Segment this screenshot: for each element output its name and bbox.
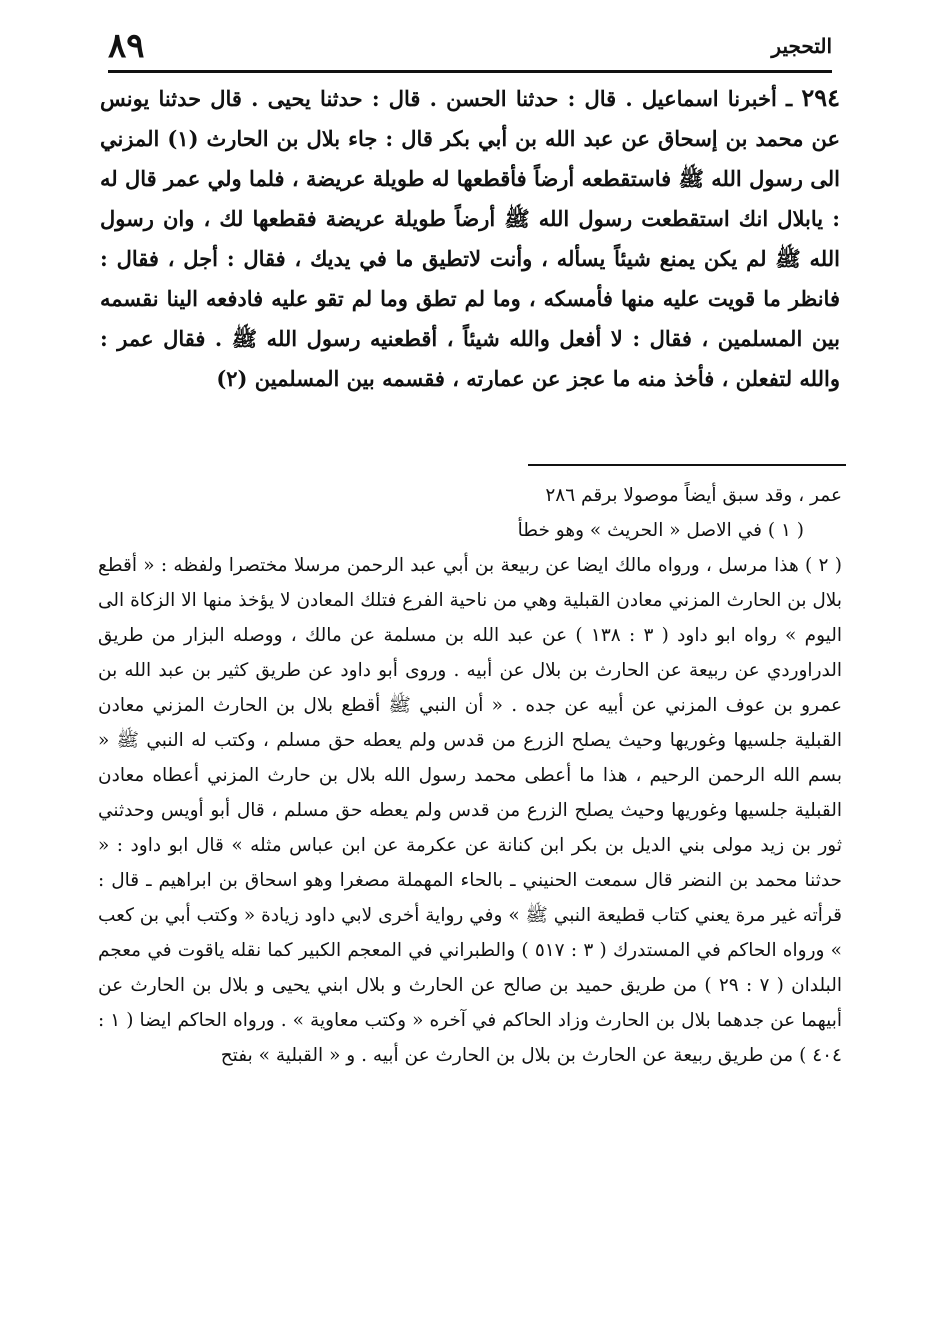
hadith-text: أخبرنا اسماعيل . قال : حدثنا الحسن . قال : حدثنا يحيى . قال حدثنا يونس عن محمد بن إسحاق عن عبد الله بن أبي بكر قال : جاء بلال بن الحارث (١) المزني الى رسول الله ﷺ فاستقطعه أرضاً فأقطعها له طويلة عريضة ، فلما ولي عمر قال له : يابلال انك استقطعت رسول الله ﷺ أرضاً طويلة عريضة فقطعها لك ، وان رسول الله ﷺ لم يكن يمنع شيئاً يسأله ، وأنت لاتطيق ما في يديك ، فقال : أجل ، فقال : فانظر ما قويت عليه منها فأمسكه ، وما لم تطق وما لم تقو عليه فادفعه الينا نقسمه بين المسلمين ، فقال : لا أفعل والله شيئاً ، أقطعنيه رسول الله ﷺ . فقال عمر : والله لتفعلن ، فأخذ منه ما عجز عن عمارته ، فقسمه بين المسلمين (٢): [100, 86, 841, 391]
running-title: التحجير: [771, 34, 832, 58]
footnotes-block: [98, 478, 842, 1073]
hadith-paragraph: ٢٩٤ ـ أخبرنا اسماعيل . قال : حدثنا الحسن . قال : حدثنا يحيى . قال حدثنا يونس عن محمد بن إسحاق عن عبد الله بن أبي بكر قال : جاء بلال بن الحارث (١) المزني الى رسول الله ﷺ فاستقطعه أرضاً فأقطعها له طويلة عريضة ، فلما ولي عمر قال له : يابلال انك استقطعت رسول الله ﷺ أرضاً طويلة عريضة فقطعها لك ، وان رسول الله ﷺ لم يكن يمنع شيئاً يسأله ، وأنت لاتطيق ما في يديك ، فقال : أجل ، فقال : فانظر ما قويت عليه منها فأمسكه ، وما لم تطق وما لم تقو عليه فادفعه الينا نقسمه بين المسلمين ، فقال : لا أفعل والله شيئاً ، أقطعنيه رسول الله ﷺ . فقال عمر : والله لتفعلن ، فأخذ منه ما عجز عن عمارته ، فقسمه بين المسلمين (٢): [100, 83, 841, 391]
hadith-number: ٢٩٤: [801, 83, 840, 112]
footnote-continued: عمر ، وقد سبق أيضاً موصولا برقم ٢٨٦: [545, 485, 842, 506]
page-header: [108, 26, 832, 66]
header-rule: [108, 70, 832, 73]
page-number: ٨٩: [108, 26, 145, 66]
footnote-1: ( ١ ) في الاصل « الحريث » وهو خطأ: [517, 520, 804, 541]
hadith-block: [100, 78, 840, 399]
footnote-separator: [528, 464, 846, 466]
footnote-2: ( ٢ ) هذا مرسل ، ورواه مالك ايضا عن ربيعة بن أبي عبد الرحمن مرسلا مختصرا ولفظه : « أقطع بلال بن الحارث المزني معادن القبلية وهي من ناحية الفرع فتلك المعادن لا يؤخذ منها الا الزكاة الى اليوم » رواه ابو داود ( ٣ : ١٣٨ ) عن عبد الله بن مسلمة عن مالك ، ووصله البزار من طريق الدراوردي عن ربيعة عن الحارث بن بلال عن أبيه . وروى أبو داود عن طريق كثير بن عبد الله بن عمرو بن عوف المزني عن أبيه عن جده . « أن النبي ﷺ أقطع بلال بن الحارث المزني معادن القبلية جلسيها وغوريها وحيث يصلح الزرع من قدس ولم يعطه حق مسلم ، وكتب له النبي ﷺ « بسم الله الرحمن الرحيم ، هذا ما أعطى محمد رسول الله بلال بن حارث المزني أعطاه معادن القبلية جلسيها وغوريها وحيث يصلح الزرع من قدس ولم يعطه حق مسلم ، قال أبو أويس وحدثني ثور بن زيد مولى بني الديل بن بكر ابن كنانة عن عكرمة عن ابن عباس مثله » قال ابو داود : « حدثنا محمد بن النضر قال سمعت الحنيني ـ بالحاء المهملة مصغرا وهو اسحاق بن ابراهيم ـ قال : قرأته غير مرة يعني كتاب قطيعة النبي ﷺ » وفي رواية أخرى لابي داود زيادة « وكتب أبي بن كعب » ورواه الحاكم في المستدرك ( ٣ : ٥١٧ ) والطبراني في المعجم الكبير كما نقله ياقوت في معجم البلدان ( ٧ : ٢٩ ) من طريق حميد بن صالح عن الحارث و بلال ابني يحيى و بلال بن الحارث عن أبيهما عن جدهما بلال بن الحارث وزاد الحاكم في آخره « وكتب معاوية » . ورواه الحاكم ايضا ( ١ : ٤٠٤ ) من طريق ربيعة عن الحارث بن بلال بن الحارث عن أبيه . و « القبلية » بفتح: [98, 555, 842, 1066]
